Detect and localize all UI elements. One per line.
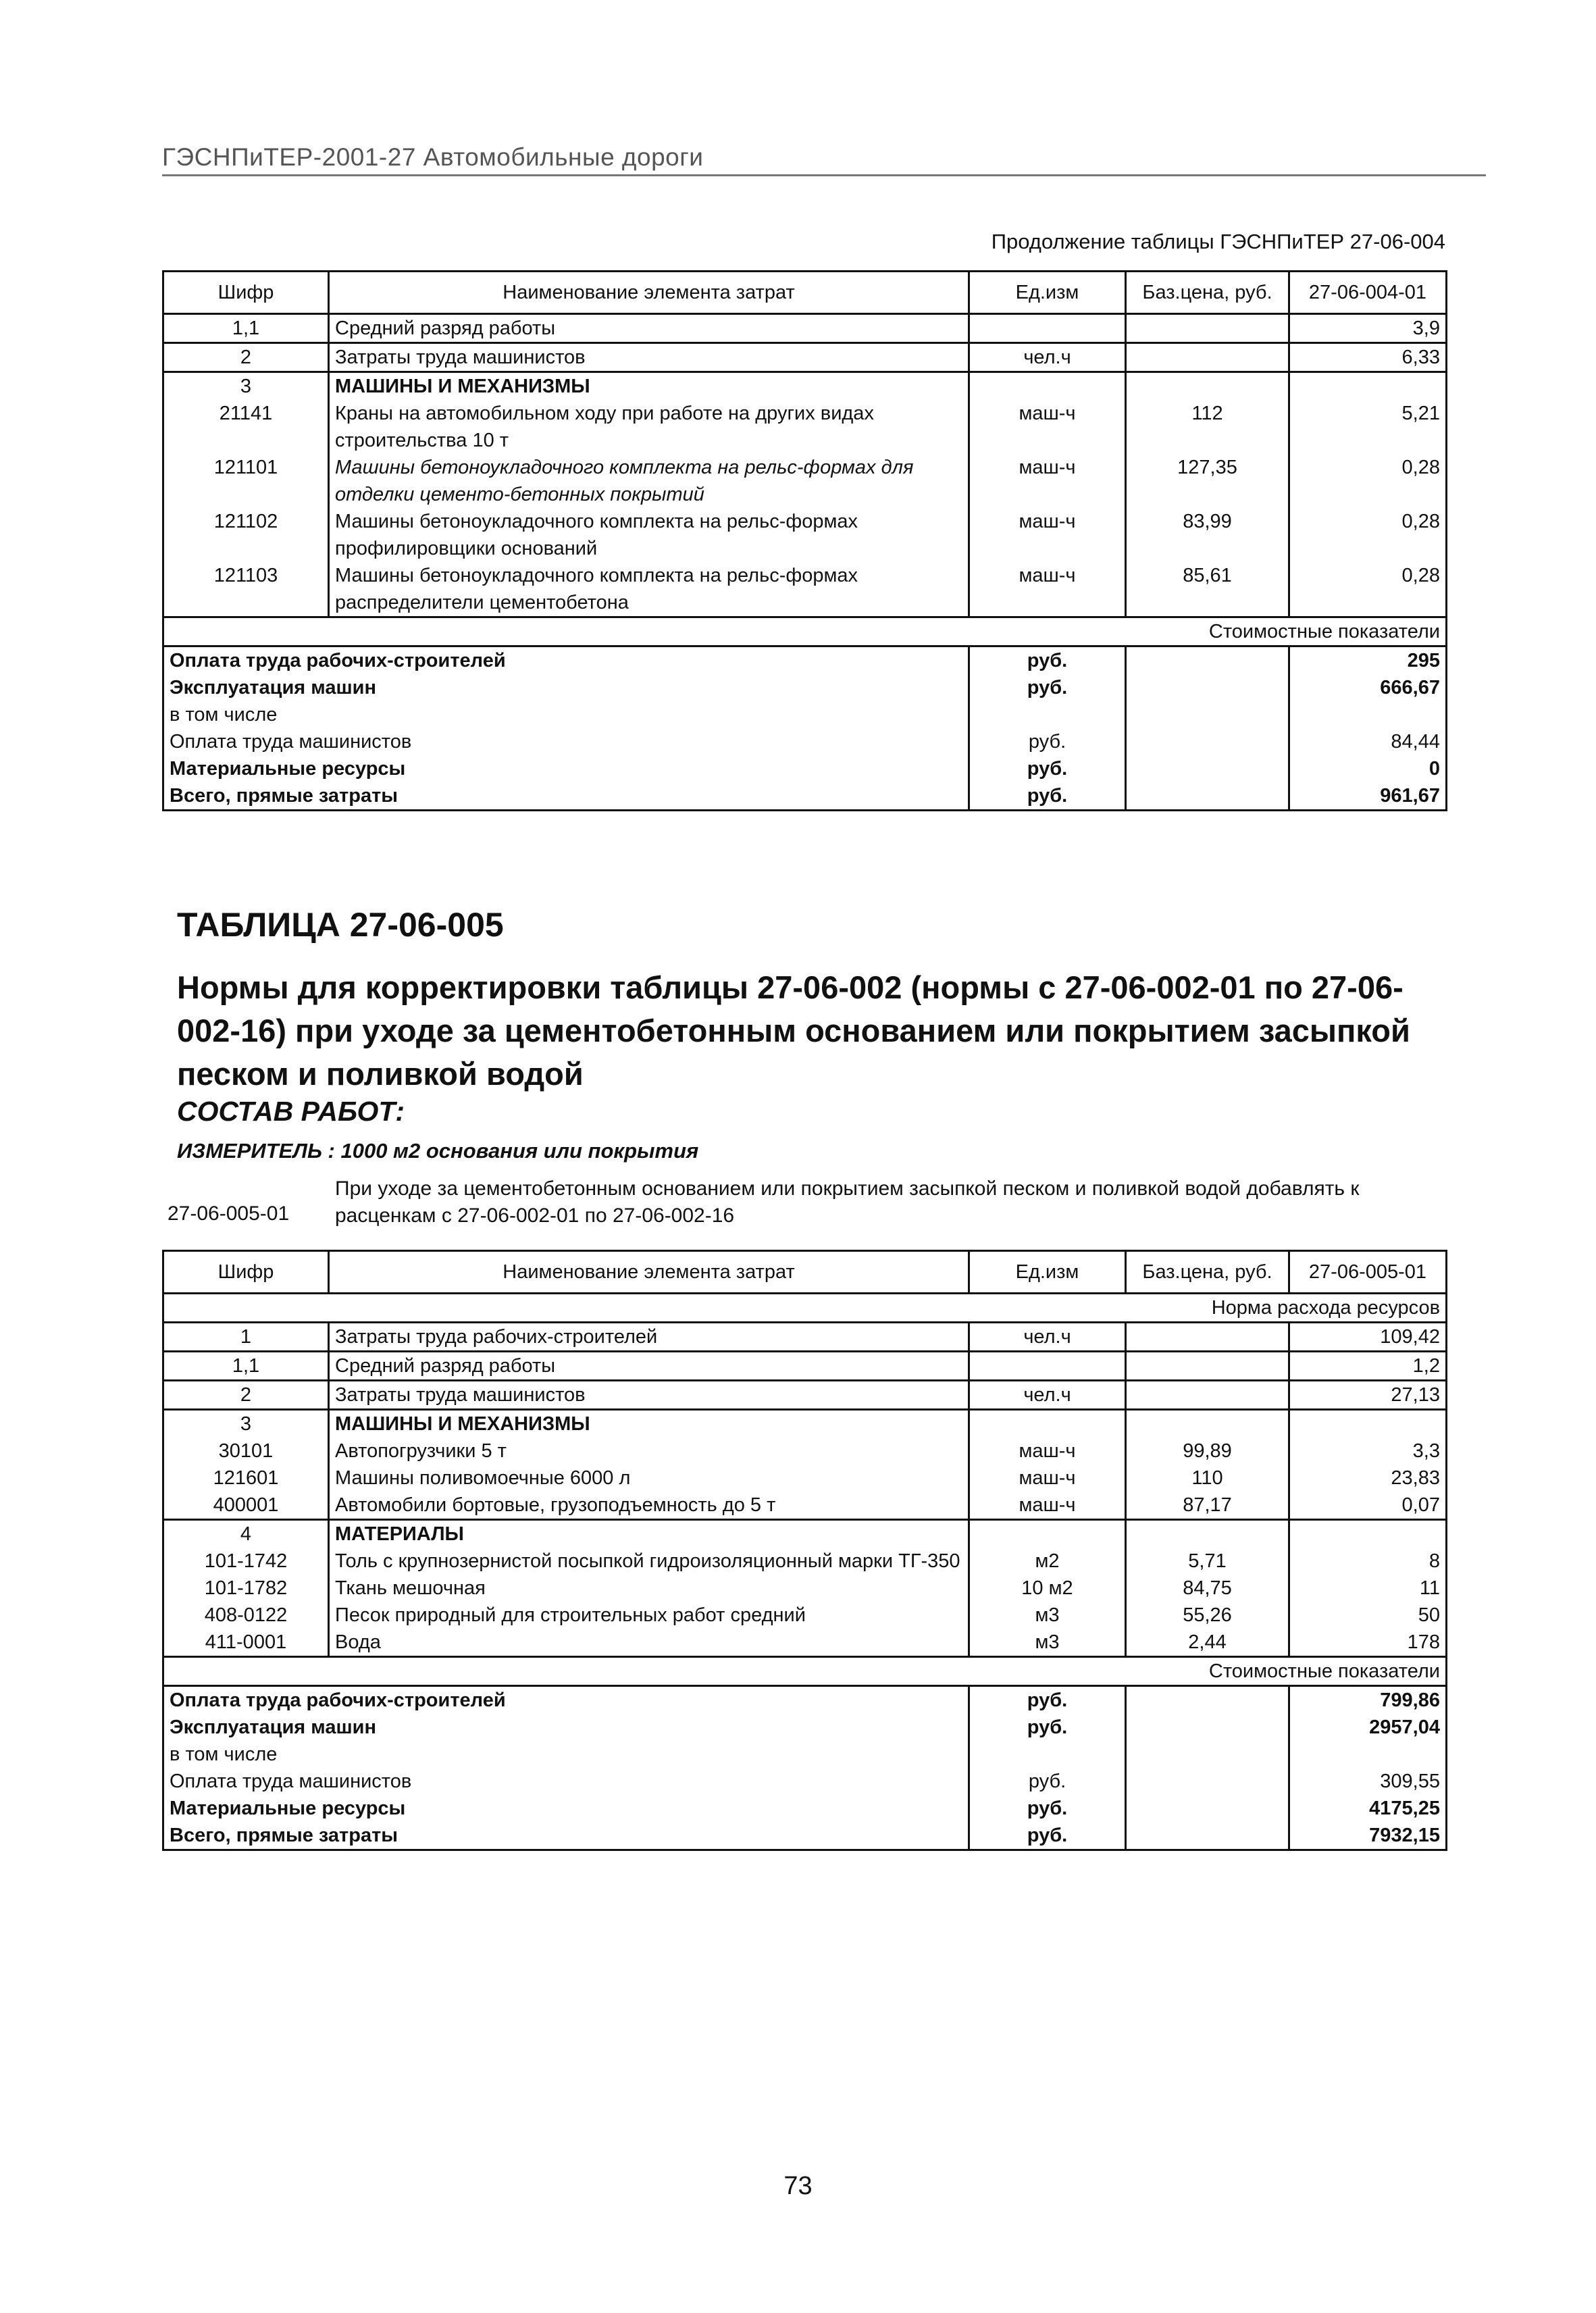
cost-name: в том числе — [163, 701, 969, 728]
row-price — [1126, 1410, 1289, 1438]
row-value: 0,07 — [1289, 1492, 1447, 1520]
row-code: 400001 — [163, 1492, 329, 1520]
work-composition-title: СОСТАВ РАБОТ: — [177, 1096, 405, 1127]
row-value — [1289, 1410, 1447, 1438]
cost-row — [163, 674, 1447, 701]
row-code: 3 — [163, 1410, 329, 1438]
row-value: 50 — [1289, 1602, 1447, 1629]
cost-value — [1289, 1741, 1447, 1768]
row-unit: чел.ч — [969, 1323, 1126, 1352]
cost-value — [1289, 701, 1447, 728]
row-price: 87,17 — [1126, 1492, 1289, 1520]
row-value: 8 — [1289, 1548, 1447, 1575]
row-price: 127,35 — [1126, 454, 1289, 508]
row-price — [1126, 372, 1289, 401]
table-row — [163, 1629, 1447, 1657]
cost-name: Материальные ресурсы — [163, 1795, 969, 1822]
cost-unit: руб. — [969, 1686, 1126, 1714]
norm-code: 27-06-005-01 — [168, 1202, 290, 1225]
row-price: 5,71 — [1126, 1548, 1289, 1575]
row-name: Машины поливомоечные 6000 л — [329, 1465, 969, 1492]
cost-unit: руб. — [969, 1822, 1126, 1850]
row-unit: 10 м2 — [969, 1575, 1126, 1602]
table-header-row — [163, 1251, 1447, 1294]
table-row — [163, 508, 1447, 562]
cost-value: 961,67 — [1289, 782, 1447, 811]
cost-name: Оплата труда машинистов — [163, 728, 969, 755]
table-row — [163, 1465, 1447, 1492]
row-price: 85,61 — [1126, 562, 1289, 617]
row-value: 3,3 — [1289, 1438, 1447, 1465]
row-price — [1126, 1381, 1289, 1410]
row-unit — [969, 314, 1126, 343]
cost-unit — [969, 1741, 1126, 1768]
row-code: 2 — [163, 1381, 329, 1410]
row-value: 0,28 — [1289, 562, 1447, 617]
table-row — [163, 1548, 1447, 1575]
row-name: Затраты труда машинистов — [329, 343, 969, 372]
table-row — [163, 1602, 1447, 1629]
header-code: Шифр — [163, 272, 329, 314]
row-price — [1126, 1352, 1289, 1381]
row-price: 110 — [1126, 1465, 1289, 1492]
row-code: 1 — [163, 1323, 329, 1352]
row-code: 411-0001 — [163, 1629, 329, 1657]
table-27-06-004-continuation — [162, 270, 1447, 811]
row-unit: маш-ч — [969, 1492, 1126, 1520]
row-name: Вода — [329, 1629, 969, 1657]
row-price: 99,89 — [1126, 1438, 1289, 1465]
header-code: Шифр — [163, 1251, 329, 1294]
row-price — [1126, 343, 1289, 372]
row-code: 101-1742 — [163, 1548, 329, 1575]
cost-row — [163, 701, 1447, 728]
header-name: Наименование элемента затрат — [329, 1251, 969, 1294]
table-row — [163, 562, 1447, 617]
cost-unit: руб. — [969, 646, 1126, 675]
running-header: ГЭСНПиТЕР-2001-27 Автомобильные дороги — [162, 143, 1486, 176]
cost-row — [163, 646, 1447, 675]
cost-row — [163, 728, 1447, 755]
table-row — [163, 1323, 1447, 1352]
continuation-note: Продолжение таблицы ГЭСНПиТЕР 27-06-004 — [991, 230, 1445, 253]
table-section-row — [163, 1520, 1447, 1548]
row-code: 30101 — [163, 1438, 329, 1465]
row-name: МАШИНЫ И МЕХАНИЗМЫ — [329, 372, 969, 401]
row-unit: маш-ч — [969, 400, 1126, 454]
cost-name: Всего, прямые затраты — [163, 782, 969, 811]
row-code: 1,1 — [163, 314, 329, 343]
table-title: ТАБЛИЦА 27-06-005 — [177, 906, 504, 944]
row-value — [1289, 1520, 1447, 1548]
row-code: 121103 — [163, 562, 329, 617]
row-code: 4 — [163, 1520, 329, 1548]
cost-name: Оплата труда рабочих-строителей — [163, 1686, 969, 1714]
cost-value: 84,44 — [1289, 728, 1447, 755]
table-row — [163, 1438, 1447, 1465]
row-value — [1289, 372, 1447, 401]
header-name: Наименование элемента затрат — [329, 272, 969, 314]
row-price: 84,75 — [1126, 1575, 1289, 1602]
row-value: 178 — [1289, 1629, 1447, 1657]
cost-indicators-label: Стоимостные показатели — [163, 617, 1447, 646]
row-name: Ткань мешочная — [329, 1575, 969, 1602]
row-price — [1126, 1520, 1289, 1548]
cost-name: Оплата труда рабочих-строителей — [163, 646, 969, 675]
row-name: Толь с крупнозернистой посыпкой гидроизоляционный марки ТГ-350 — [329, 1548, 969, 1575]
cost-row — [163, 1822, 1447, 1850]
row-name: МАТЕРИАЛЫ — [329, 1520, 969, 1548]
row-unit: м3 — [969, 1629, 1126, 1657]
row-unit — [969, 1352, 1126, 1381]
row-name: Автопогрузчики 5 т — [329, 1438, 969, 1465]
cost-section-label-row — [163, 1657, 1447, 1686]
row-price: 112 — [1126, 400, 1289, 454]
row-name: Машины бетоноукладочного комплекта на рельс-формах профилировщики оснований — [329, 508, 969, 562]
row-name: Машины бетоноукладочного комплекта на рельс-формах для отделки цементо-бетонных покрытий — [329, 454, 969, 508]
row-price: 83,99 — [1126, 508, 1289, 562]
row-price: 55,26 — [1126, 1602, 1289, 1629]
norm-consumption-label: Норма расхода ресурсов — [163, 1294, 1447, 1323]
row-name: Средний разряд работы — [329, 1352, 969, 1381]
row-name: Автомобили бортовые, грузоподъемность до 5 т — [329, 1492, 969, 1520]
cost-value: 2957,04 — [1289, 1714, 1447, 1741]
cost-value: 295 — [1289, 646, 1447, 675]
row-unit: маш-ч — [969, 1465, 1126, 1492]
header-norm-code: 27-06-004-01 — [1289, 272, 1447, 314]
cost-name: Оплата труда машинистов — [163, 1768, 969, 1795]
row-price — [1126, 1323, 1289, 1352]
cost-row — [163, 1714, 1447, 1741]
cost-unit: руб. — [969, 782, 1126, 811]
table-row — [163, 1575, 1447, 1602]
cost-row — [163, 1686, 1447, 1714]
cost-value: 0 — [1289, 755, 1447, 782]
row-value: 1,2 — [1289, 1352, 1447, 1381]
row-value: 11 — [1289, 1575, 1447, 1602]
row-code: 3 — [163, 372, 329, 401]
table-section-row — [163, 372, 1447, 401]
header-norm-code: 27-06-005-01 — [1289, 1251, 1447, 1294]
table-27-06-005 — [162, 1250, 1447, 1851]
table-header-row — [163, 272, 1447, 314]
table-row — [163, 1352, 1447, 1381]
row-code: 408-0122 — [163, 1602, 329, 1629]
row-unit: чел.ч — [969, 1381, 1126, 1410]
row-unit: маш-ч — [969, 1438, 1126, 1465]
table-row — [163, 1381, 1447, 1410]
header-price: Баз.цена, руб. — [1126, 1251, 1289, 1294]
cost-indicators-label: Стоимостные показатели — [163, 1657, 1447, 1686]
cost-row — [163, 782, 1447, 811]
row-value: 3,9 — [1289, 314, 1447, 343]
norm-description: При уходе за цементобетонным основанием или покрытием засыпкой песком и поливкой водой добавлять к расценкам с 27-06-002-01 по 27-06-002-16 — [335, 1177, 1360, 1227]
row-code: 21141 — [163, 400, 329, 454]
row-price: 2,44 — [1126, 1629, 1289, 1657]
row-code: 1,1 — [163, 1352, 329, 1381]
measurement-unit: ИЗМЕРИТЕЛЬ : 1000 м2 основания или покрытия — [177, 1139, 699, 1163]
cost-unit — [969, 701, 1126, 728]
row-code: 121102 — [163, 508, 329, 562]
row-unit: м3 — [969, 1602, 1126, 1629]
row-unit: чел.ч — [969, 343, 1126, 372]
cost-name: Материальные ресурсы — [163, 755, 969, 782]
row-unit: маш-ч — [969, 562, 1126, 617]
row-code: 101-1782 — [163, 1575, 329, 1602]
row-code: 121101 — [163, 454, 329, 508]
cost-value: 799,86 — [1289, 1686, 1447, 1714]
cost-unit: руб. — [969, 674, 1126, 701]
table-row — [163, 343, 1447, 372]
row-value: 0,28 — [1289, 454, 1447, 508]
cost-section-label-row — [163, 617, 1447, 646]
cost-name: в том числе — [163, 1741, 969, 1768]
row-unit: маш-ч — [969, 454, 1126, 508]
cost-row — [163, 1768, 1447, 1795]
cost-value: 7932,15 — [1289, 1822, 1447, 1850]
row-name: Средний разряд работы — [329, 314, 969, 343]
cost-name: Эксплуатация машин — [163, 1714, 969, 1741]
cost-unit: руб. — [969, 1714, 1126, 1741]
cost-value: 309,55 — [1289, 1768, 1447, 1795]
row-unit — [969, 372, 1126, 401]
cost-row — [163, 1795, 1447, 1822]
row-name: Песок природный для строительных работ средний — [329, 1602, 969, 1629]
table-section-row — [163, 1410, 1447, 1438]
row-value: 5,21 — [1289, 400, 1447, 454]
cost-value: 4175,25 — [1289, 1795, 1447, 1822]
table-row — [163, 400, 1447, 454]
table-description: Нормы для корректировки таблицы 27-06-002 (нормы с 27-06-002-01 по 27-06-002-16) при уходе за цементобетонным основанием или покрытием засыпкой песком и поливкой водой — [177, 969, 1410, 1092]
cost-row — [163, 1741, 1447, 1768]
row-code: 2 — [163, 343, 329, 372]
row-name: Затраты труда машинистов — [329, 1381, 969, 1410]
cost-row — [163, 755, 1447, 782]
cost-unit: руб. — [969, 1768, 1126, 1795]
row-value: 27,13 — [1289, 1381, 1447, 1410]
row-code: 121601 — [163, 1465, 329, 1492]
row-price — [1126, 314, 1289, 343]
row-unit: м2 — [969, 1548, 1126, 1575]
cost-value: 666,67 — [1289, 674, 1447, 701]
row-name: Краны на автомобильном ходу при работе на других видах строительства 10 т — [329, 400, 969, 454]
cost-name: Всего, прямые затраты — [163, 1822, 969, 1850]
table-row — [163, 1492, 1447, 1520]
table-row — [163, 454, 1447, 508]
row-unit — [969, 1520, 1126, 1548]
row-value: 23,83 — [1289, 1465, 1447, 1492]
cost-unit: руб. — [969, 1795, 1126, 1822]
row-name: Машины бетоноукладочного комплекта на рельс-формах распределители цементобетона — [329, 562, 969, 617]
row-name: МАШИНЫ И МЕХАНИЗМЫ — [329, 1410, 969, 1438]
row-unit: маш-ч — [969, 508, 1126, 562]
header-unit: Ед.изм — [969, 1251, 1126, 1294]
row-value: 109,42 — [1289, 1323, 1447, 1352]
norm-label-row — [163, 1294, 1447, 1323]
header-unit: Ед.изм — [969, 272, 1126, 314]
row-value: 0,28 — [1289, 508, 1447, 562]
header-price: Баз.цена, руб. — [1126, 272, 1289, 314]
cost-unit: руб. — [969, 755, 1126, 782]
table-row — [163, 314, 1447, 343]
row-value: 6,33 — [1289, 343, 1447, 372]
row-name: Затраты труда рабочих-строителей — [329, 1323, 969, 1352]
cost-unit: руб. — [969, 728, 1126, 755]
cost-name: Эксплуатация машин — [163, 674, 969, 701]
page-number: 73 — [783, 2172, 813, 2200]
row-unit — [969, 1410, 1126, 1438]
